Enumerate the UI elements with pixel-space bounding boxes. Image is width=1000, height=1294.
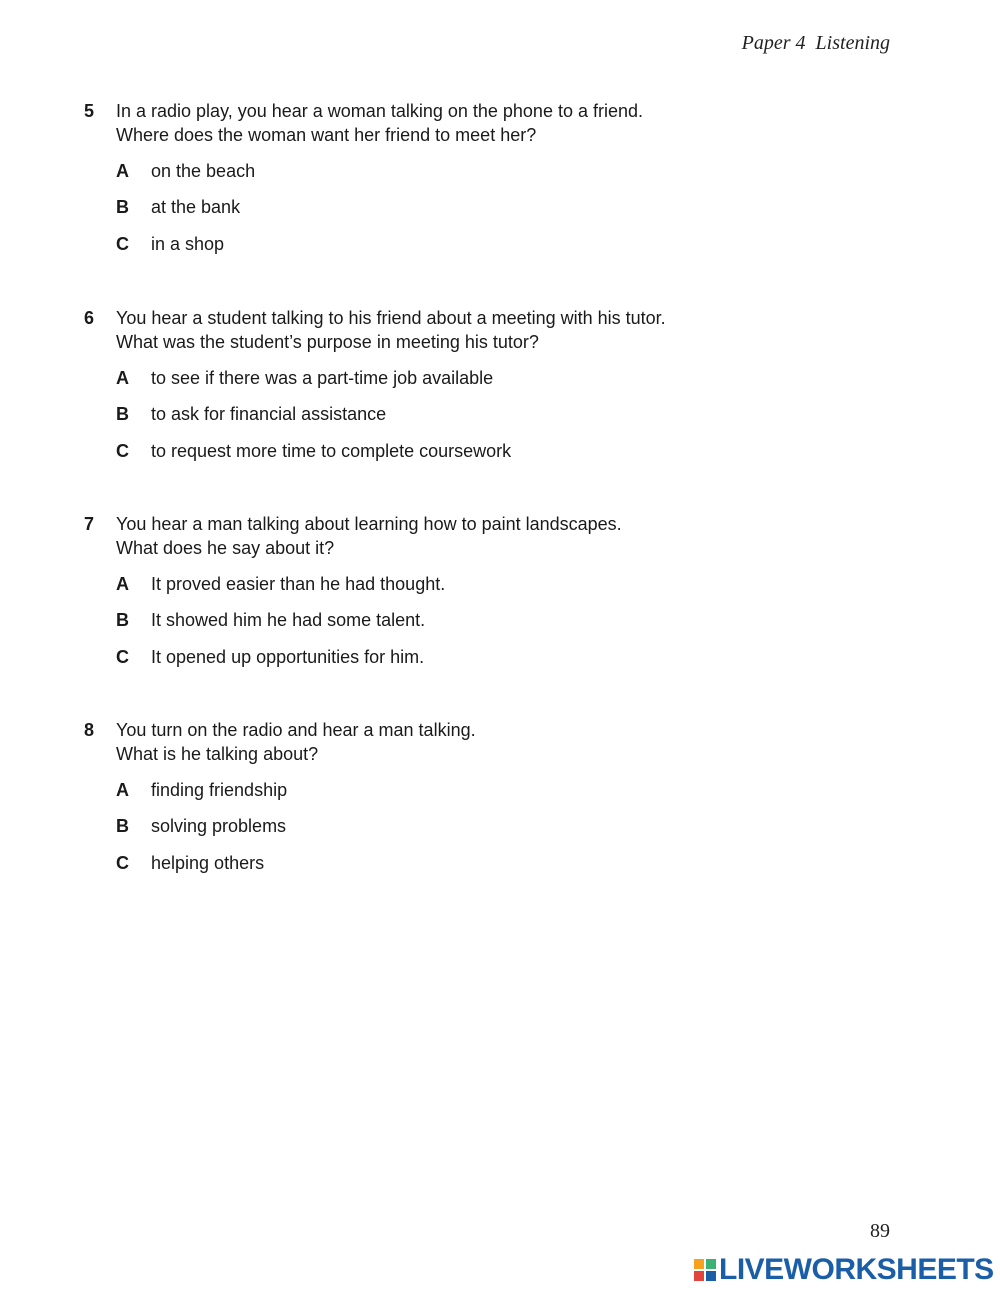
option-text: in a shop <box>151 234 225 254</box>
option-text: It showed him he had some talent. <box>151 610 426 630</box>
option-letter: C <box>116 647 129 667</box>
option-c[interactable] <box>116 645 424 669</box>
question-text <box>116 718 476 766</box>
question-line: In a radio play, you hear a woman talking on the phone to a friend. <box>116 101 644 121</box>
option-letter: B <box>116 404 129 424</box>
question-text <box>116 306 666 354</box>
option-a[interactable] <box>116 159 255 183</box>
option-text: finding friendship <box>151 780 288 800</box>
option-b[interactable] <box>116 195 240 219</box>
option-a[interactable] <box>116 366 493 390</box>
question-line: What does he say about it? <box>116 538 335 558</box>
option-letter: C <box>116 234 129 254</box>
running-header <box>742 32 890 55</box>
option-text: It proved easier than he had thought. <box>151 574 446 594</box>
option-letter: A <box>116 368 129 388</box>
question-line: You hear a student talking to his friend about a meeting with his tutor. <box>116 308 666 328</box>
option-letter: A <box>116 161 129 181</box>
option-letter: B <box>116 816 129 836</box>
option-text: solving problems <box>151 816 287 836</box>
option-c[interactable] <box>116 851 264 875</box>
header-paper: Paper 4 <box>741 32 806 54</box>
option-b[interactable] <box>116 402 386 426</box>
header-section: Listening <box>815 32 890 54</box>
option-letter: B <box>116 197 129 217</box>
option-a[interactable] <box>116 778 287 802</box>
option-letter: A <box>116 574 129 594</box>
page-number: 89 <box>870 1220 890 1242</box>
question-number: 8 <box>84 720 95 740</box>
option-text: to request more time to complete coursework <box>151 441 512 461</box>
question-number: 6 <box>84 308 95 328</box>
question-line: You turn on the radio and hear a man talking. <box>116 720 476 740</box>
option-text: to see if there was a part-time job available <box>151 368 494 388</box>
option-b[interactable] <box>116 814 286 838</box>
option-text: on the beach <box>151 161 256 181</box>
liveworksheets-watermark[interactable] <box>693 1252 994 1288</box>
option-text: helping others <box>151 853 265 873</box>
option-b[interactable] <box>116 608 425 632</box>
option-letter: C <box>116 441 129 461</box>
option-letter: C <box>116 853 129 873</box>
question-line: You hear a man talking about learning how to paint landscapes. <box>116 514 622 534</box>
option-a[interactable] <box>116 572 445 596</box>
question-text <box>116 99 643 147</box>
option-text: It opened up opportunities for him. <box>151 647 425 667</box>
liveworksheets-logo-icon <box>693 1258 717 1282</box>
option-text: to ask for financial assistance <box>151 404 387 424</box>
option-letter: B <box>116 610 129 630</box>
watermark-text: LIVEWORKSHEETS <box>719 1253 994 1286</box>
option-letter: A <box>116 780 129 800</box>
option-text: at the bank <box>151 197 241 217</box>
question-line: Where does the woman want her friend to meet her? <box>116 125 537 145</box>
question-line: What was the student’s purpose in meeting his tutor? <box>116 332 539 352</box>
question-number: 5 <box>84 101 95 121</box>
question-line: What is he talking about? <box>116 744 319 764</box>
question-text <box>116 512 622 560</box>
option-c[interactable] <box>116 232 224 256</box>
option-c[interactable] <box>116 439 511 463</box>
question-number: 7 <box>84 514 95 534</box>
